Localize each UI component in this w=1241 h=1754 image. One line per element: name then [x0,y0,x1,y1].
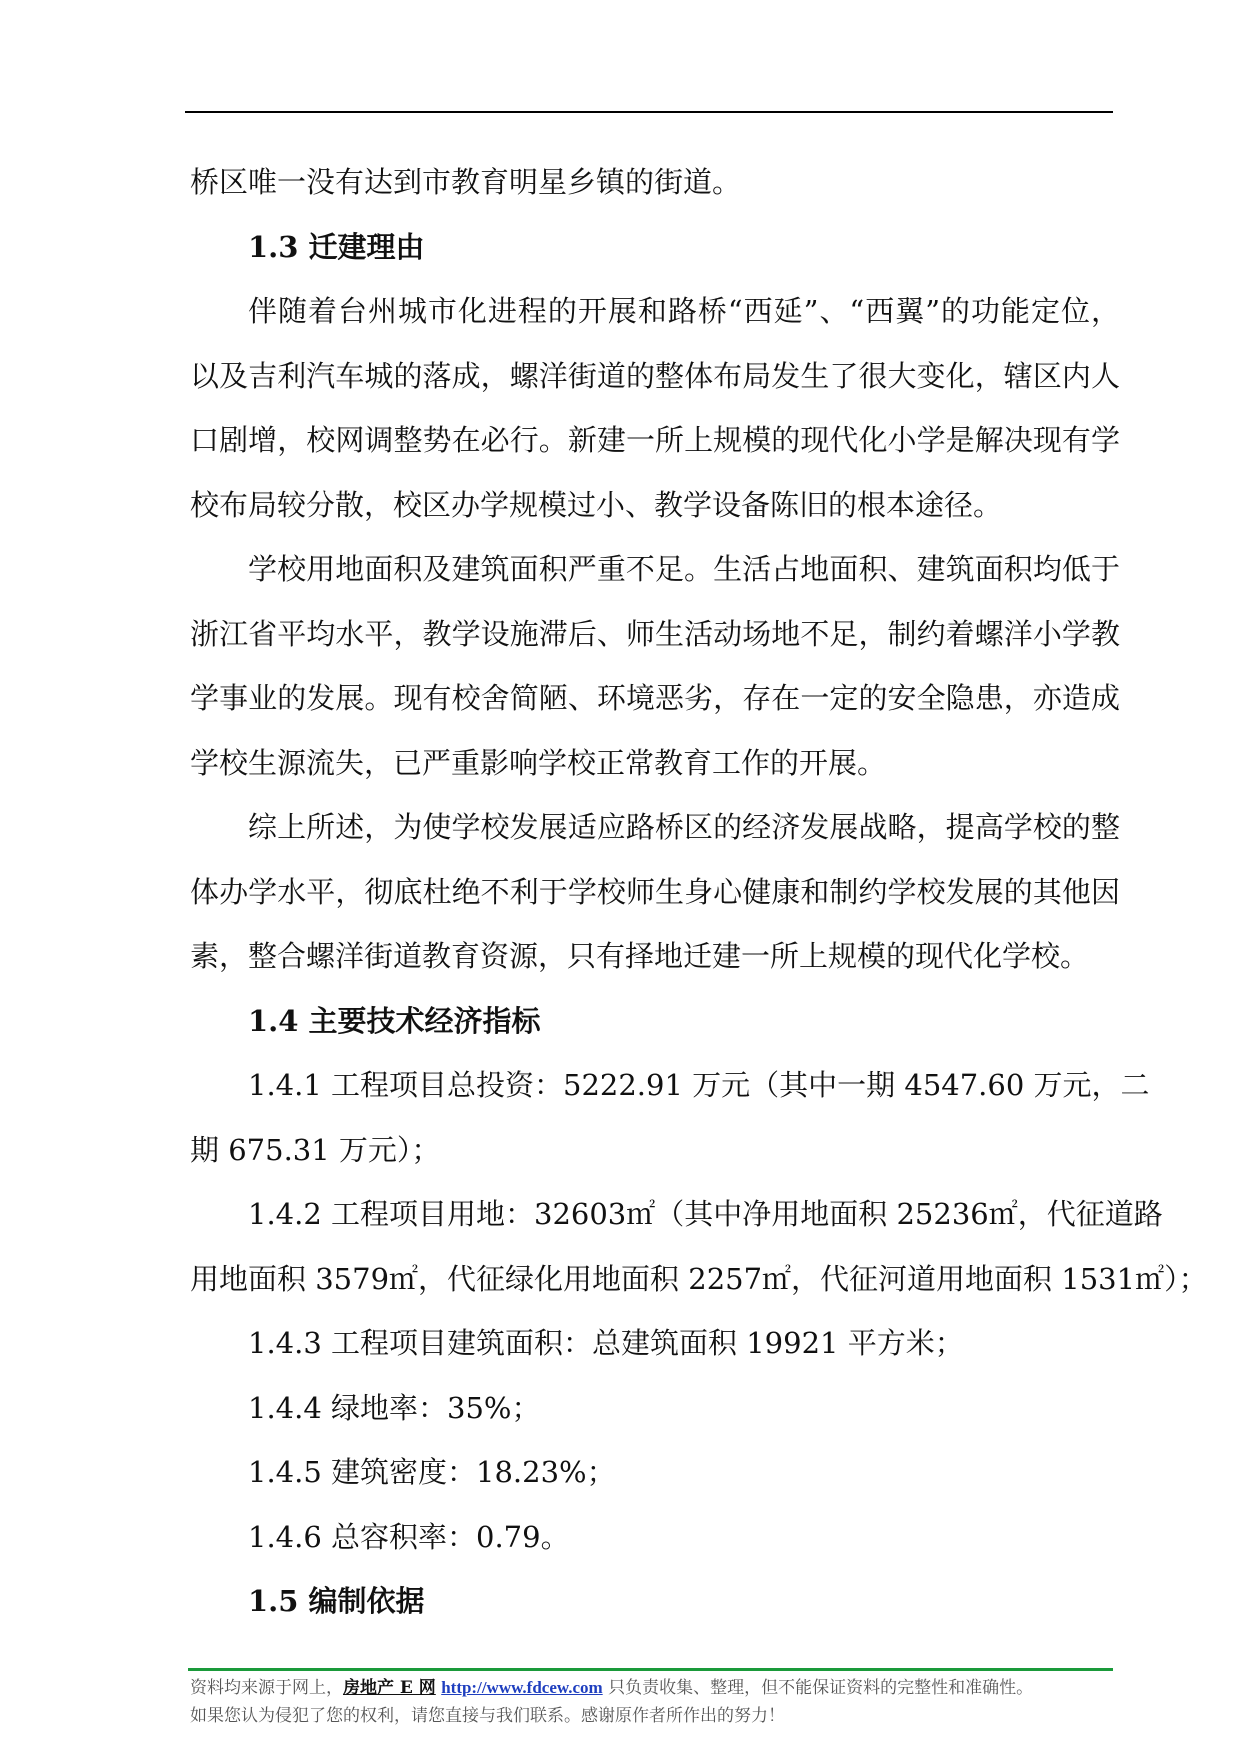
paragraph-line: 期 675.31 万元）； [190,1132,441,1167]
paragraph-line: 学校用地面积及建筑面积严重不足。生活占地面积、建筑面积均低于 [248,552,1120,586]
footer-brand-link[interactable]: 房地产 E 网 [343,1678,436,1698]
footer-line-1 [190,1674,1120,1702]
paragraph-line: 1.4.3 工程项目建筑面积：总建筑面积 19921 平方米； [248,1326,964,1360]
paragraph-line: 1.4.1 工程项目总投资：5222.91 万元（其中一期 4547.60 万元，二 [248,1068,1150,1102]
header-rule [185,111,1113,113]
section-heading: 1.3 迁建理由 [248,229,425,264]
document-body [190,150,1208,1634]
paragraph-line: 以及吉利汽车城的落成，螺洋街道的整体布局发生了很大变化，辖区内人 [190,358,1120,393]
paragraph-line: 浙江省平均水平，教学设施滞后、师生活动场地不足，制约着螺洋小学教 [190,616,1120,651]
section-heading: 1.5 编制依据 [248,1584,425,1618]
footer-disclaimer [190,1674,1120,1730]
paragraph-line: 1.4.6 总容积率：0.79。 [248,1519,570,1554]
paragraph-line: 学校生源流失，已严重影响学校正常教育工作的开展。 [190,745,887,780]
footer-url-link[interactable]: http://www.fdcew.com [441,1678,603,1697]
paragraph-line: 校布局较分散，校区办学规模过小、教学设备陈旧的根本途径。 [190,487,1003,522]
paragraph-line: 口剧增，校网调整势在必行。新建一所上规模的现代化小学是解决现有学 [190,423,1120,457]
paragraph-line: 桥区唯一没有达到市教育明星乡镇的街道。 [190,165,742,199]
paragraph-line: 1.4.2 工程项目用地：32603㎡（其中净用地面积 25236㎡，代征道路 [248,1197,1163,1231]
paragraph-line: 用地面积 3579㎡，代征绿化用地面积 2257㎡，代征河道用地面积 1531㎡）； [190,1261,1208,1296]
section-heading: 1.4 主要技术经济指标 [248,1003,541,1038]
paragraph-line: 学事业的发展。现有校舍简陋、环境恶劣，存在一定的安全隐患，亦造成 [190,681,1120,715]
paragraph-line: 1.4.5 建筑密度：18.23%； [248,1455,616,1489]
paragraph-line: 素，整合螺洋街道教育资源，只有择地迁建一所上规模的现代化学校。 [190,939,1090,973]
paragraph-line: 体办学水平，彻底杜绝不利于学校师生身心健康和制约学校发展的其他因 [190,874,1120,909]
footer-line-2: 如果您认为侵犯了您的权利，请您直接与我们联系。感谢原作者所作出的努力！ [190,1706,785,1726]
paragraph-line: 综上所述，为使学校发展适应路桥区的经济发展战略，提高学校的整 [248,810,1120,844]
footer-suffix: 只负责收集、整理，但不能保证资料的完整性和准确性。 [602,1678,1034,1698]
footer-rule [188,1668,1113,1671]
paragraph-line: 伴随着台州城市化进程的开展和路桥“西延”、“西翼”的功能定位， [248,294,1120,328]
paragraph-line: 1.4.4 绿地率：35%； [248,1390,541,1425]
footer-prefix: 资料均来源于网上， [190,1678,343,1698]
